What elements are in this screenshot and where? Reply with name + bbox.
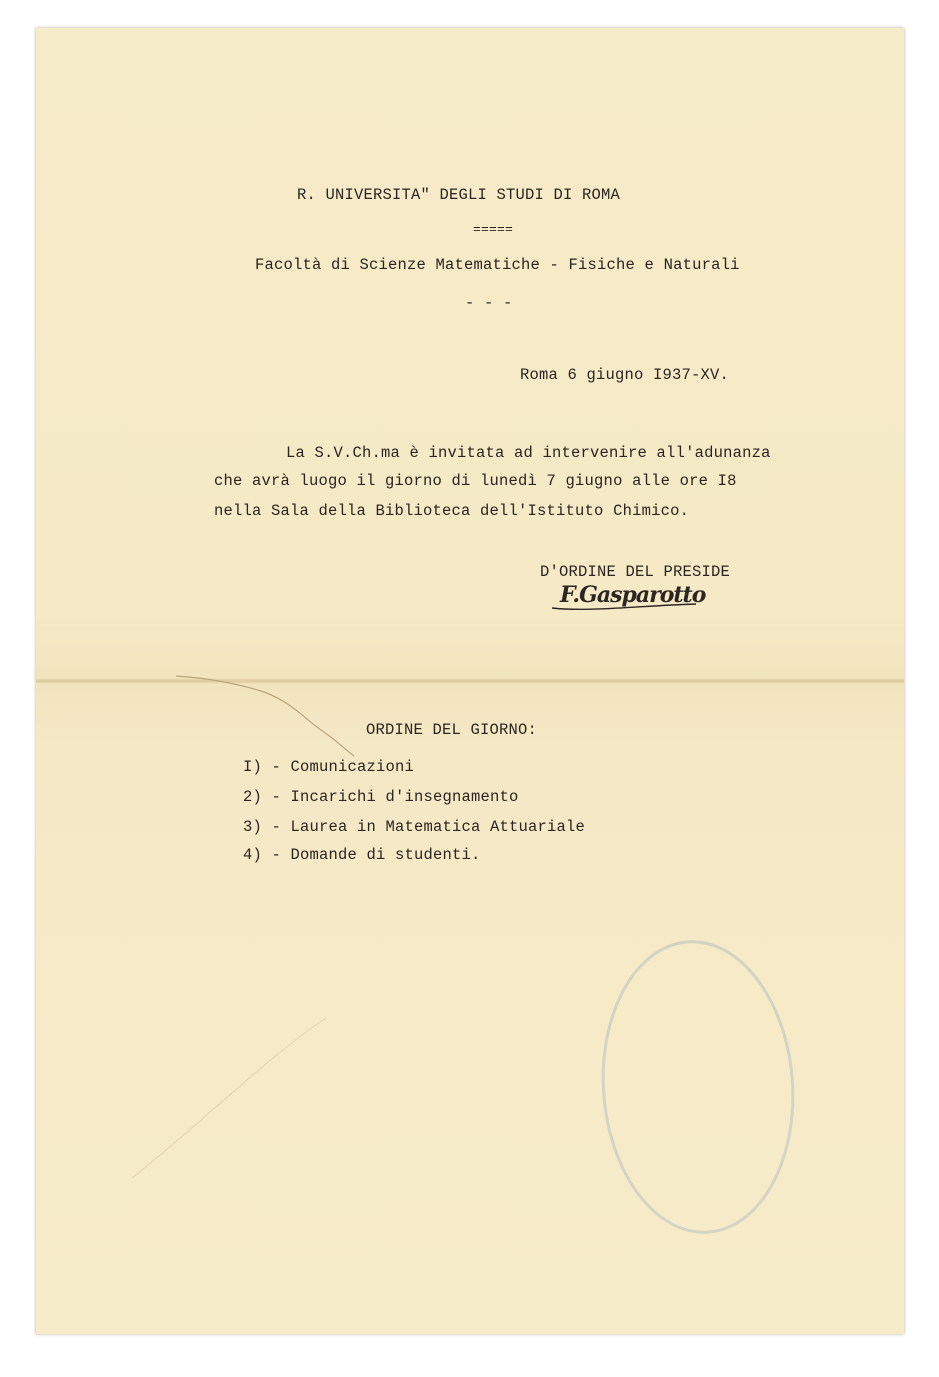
institution-heading: R. UNIVERSITA" DEGLI STUDI DI ROMA: [297, 186, 621, 204]
heading-rule: =====: [473, 222, 514, 237]
faculty-rule: - - -: [465, 294, 513, 312]
agenda-item-1: I) - Comunicazioni: [243, 758, 415, 776]
agenda-item-2: 2) - Incarichi d'insegnamento: [243, 788, 519, 806]
order-line: D'ORDINE DEL PRESIDE: [540, 563, 731, 581]
signature: [546, 578, 726, 625]
body-line-2: che avrà luogo il giorno di lunedì 7 giugno alle ore I8: [214, 472, 737, 490]
date-line: Roma 6 giugno I937-XV.: [520, 366, 730, 384]
agenda-item-4: 4) - Domande di studenti.: [243, 846, 481, 864]
agenda-item-3: 3) - Laurea in Matematica Attuariale: [243, 818, 586, 836]
signature-text: F.Gasparotto: [560, 582, 706, 608]
faculty-heading: Facoltà di Scienze Matematiche - Fisiche e Naturali: [255, 256, 740, 274]
body-line-1: La S.V.Ch.ma è invitata ad intervenire all'adunanza: [286, 444, 771, 462]
paper-sheet: [36, 28, 904, 1334]
agenda-title: ORDINE DEL GIORNO:: [366, 721, 538, 739]
body-line-3: nella Sala della Biblioteca dell'Istituto Chimico.: [214, 502, 690, 520]
